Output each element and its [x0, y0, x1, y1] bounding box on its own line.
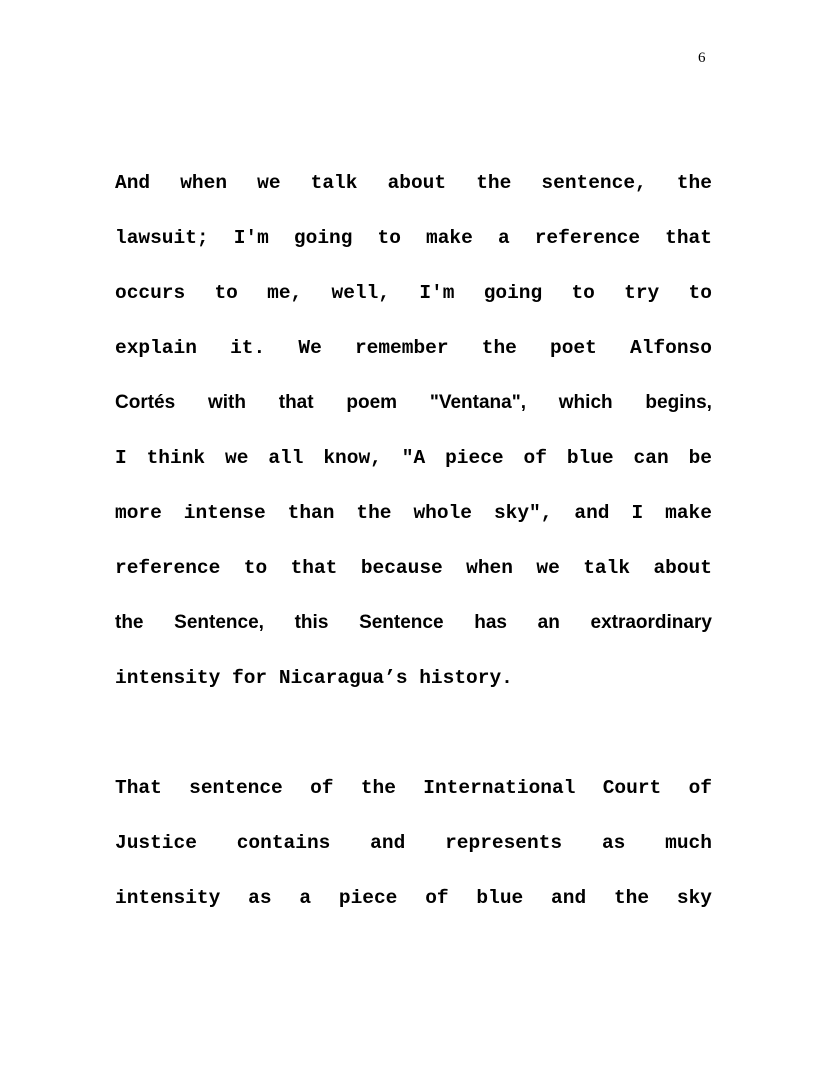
word: sentence: [189, 777, 283, 799]
word: sentence,: [541, 172, 647, 194]
word: piece: [338, 887, 398, 909]
word: which: [558, 392, 613, 413]
word: when: [180, 172, 228, 194]
word: think: [146, 447, 206, 469]
word: Sentence,: [174, 612, 264, 633]
text-line: [115, 278, 712, 333]
word: because: [360, 557, 443, 579]
word: poem: [346, 392, 398, 413]
word: that: [278, 392, 314, 413]
word: we: [257, 172, 281, 194]
word: intense: [183, 502, 266, 524]
text-line: [115, 333, 712, 388]
word: reference: [115, 557, 221, 579]
word: the: [476, 172, 512, 194]
word: to: [688, 282, 712, 304]
word: going: [483, 282, 543, 304]
text-line: [115, 223, 712, 278]
word: we: [225, 447, 249, 469]
word: about: [387, 172, 447, 194]
word: the: [360, 777, 396, 799]
word: this: [294, 612, 329, 633]
word: intensity: [115, 667, 221, 689]
word: more: [115, 502, 162, 524]
word: piece: [445, 447, 504, 469]
paragraph-2: [115, 773, 712, 938]
word: blue: [566, 447, 614, 469]
word: "A: [401, 447, 426, 469]
word: make: [426, 227, 473, 249]
word: than: [287, 502, 335, 524]
word: sky",: [493, 502, 553, 524]
word: remember: [354, 337, 449, 359]
word: as: [248, 887, 272, 909]
word: for: [232, 667, 268, 689]
word: sky: [676, 887, 712, 909]
word: all: [268, 447, 304, 469]
word: reference: [534, 227, 641, 249]
word: of: [523, 447, 547, 469]
word: to: [571, 282, 595, 304]
word: And: [115, 172, 151, 194]
word: we: [536, 557, 560, 579]
word: Cortés: [115, 392, 176, 413]
word: of: [688, 777, 712, 799]
word: poet: [550, 337, 597, 359]
word: be: [688, 447, 712, 469]
word: with: [207, 392, 246, 413]
word: and: [370, 832, 406, 854]
word: as: [601, 832, 626, 854]
word: That: [115, 777, 162, 799]
word: "Ventana",: [429, 392, 526, 413]
word: talk: [583, 557, 631, 579]
page-number: 6: [698, 50, 706, 66]
word: intensity: [115, 887, 221, 909]
word: the: [356, 502, 392, 524]
word: the: [115, 612, 144, 633]
word: We: [298, 337, 322, 359]
paragraph-gap: [115, 718, 712, 773]
word: Alfonso: [630, 337, 712, 359]
word: about: [653, 557, 712, 579]
word: much: [665, 832, 712, 854]
word: extraordinary: [590, 612, 712, 633]
word: I: [115, 447, 127, 469]
word: a: [497, 227, 510, 249]
word: of: [425, 887, 449, 909]
word: going: [293, 227, 353, 249]
word: to: [214, 282, 238, 304]
text-line: [115, 498, 712, 553]
text-line: [115, 443, 712, 498]
text-line: [115, 388, 712, 443]
word: begins,: [645, 392, 712, 413]
paragraph-1: [115, 168, 712, 718]
word: Court: [602, 777, 662, 799]
word: the: [481, 337, 517, 359]
word: of: [310, 777, 334, 799]
word: to: [377, 227, 401, 249]
word: Justice: [115, 832, 197, 854]
word: whole: [413, 502, 472, 524]
word: talk: [310, 172, 358, 194]
word: contains: [236, 832, 331, 854]
word: occurs: [115, 282, 186, 304]
text-line: [115, 773, 712, 828]
word: represents: [445, 832, 563, 854]
text-line: [115, 168, 712, 223]
word: me,: [267, 282, 303, 304]
text-line: [115, 608, 712, 663]
text-line: [115, 828, 712, 883]
word: blue: [476, 887, 524, 909]
word: make: [665, 502, 712, 524]
word: I'm: [233, 227, 269, 249]
word: a: [299, 887, 312, 909]
word: Sentence: [359, 612, 444, 633]
word: the: [613, 887, 650, 909]
word: it.: [230, 337, 266, 359]
word: well,: [331, 282, 391, 304]
word: and: [551, 887, 587, 909]
word: know,: [323, 447, 382, 469]
word: when: [466, 557, 513, 579]
text-line: [115, 883, 712, 938]
word: lawsuit;: [115, 227, 209, 249]
word: history.: [419, 667, 513, 689]
text-line: [115, 553, 712, 608]
text-line: [115, 663, 712, 718]
word: and: [574, 502, 610, 524]
word: I: [631, 502, 644, 524]
word: that: [290, 557, 338, 579]
word: the: [676, 172, 712, 194]
word: Nicaragua’s: [278, 667, 408, 689]
word: to: [243, 557, 268, 579]
body-text: [115, 168, 712, 938]
word: I'm: [419, 282, 455, 304]
word: that: [665, 227, 712, 249]
word: can: [633, 447, 669, 469]
word: explain: [115, 337, 197, 359]
word: an: [537, 612, 560, 633]
word: International: [423, 777, 576, 799]
word: try: [624, 282, 660, 304]
word: has: [474, 612, 507, 633]
